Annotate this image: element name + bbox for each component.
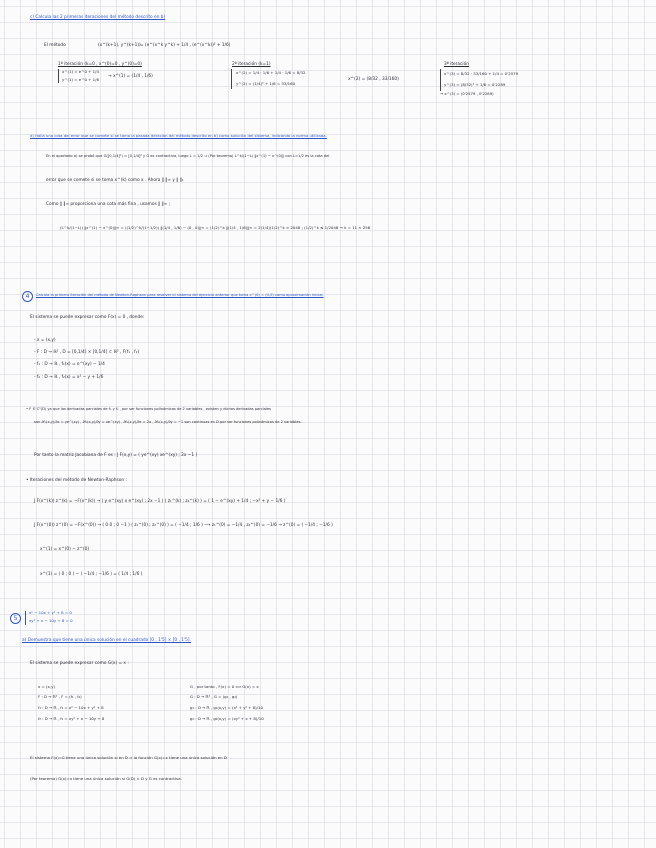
section-5-right-1: G , por tanto , F(x) = 0 ⟺ G(x) = x (190, 684, 259, 689)
section-4-smooth-1: • F ∈ C¹(D) ya que las derivadas parciales de f₁ y f₂ , por ser funciones polinómicas de 2 variables , existen y dichas derivadas parciales (26, 407, 271, 411)
section-4-iter-header: • Iteraciones del método de Newton-Raphson : (26, 478, 127, 483)
section-5-left-4: f₂ : D → ℝ , f₂ = xy² + x − 10y + 8 (38, 716, 105, 721)
section-5-system-2: xy² + x − 10y + 8 = 0 (29, 618, 73, 623)
iter3-line-1: x^(3) = 8/32 · 33/160 + 1/4 = 0'2579 (444, 71, 519, 76)
iter1-brace (58, 69, 59, 83)
section-4-eq-2: J F(x^(0)) z^(0) = −F(x^(0)) → ( 0 0 ; 0 −1 ) ( z₁^(0) ; z₂^(0) ) = ( −1/4 ; 1/6 ) ⟶ z₁^(0) = −1/4 , z₂^(0) = −1/6 → z^(0) = ( −1/4 ; −1/6 ) (34, 523, 333, 528)
section-4-intro: El sistema se puede expresar como F(x) = 0 , donde: (30, 315, 145, 320)
iter1-line-1: x^(1) = e^0 + 1/4 (62, 69, 99, 74)
iter3-title: 3ª iteración (444, 62, 469, 67)
section-5-right-2: G : D → ℝ² , G = (g₁ , g₂) (190, 694, 238, 699)
section-5-left-3: f₁ : D → ℝ , f₁ = x² − 10x + y² + 8 (38, 705, 104, 710)
section-4-def-2: - F : D → ℝ² , D = [0,1/4] × [0,1/4] ⊂ ℝ² , F(f₁ , f₂) (34, 350, 140, 355)
iter1-line-2: y^(1) = e^0 + 1/6 (62, 77, 99, 82)
section-5-left-1: x = (x,y) (38, 684, 55, 689)
section-d-title: d) Halla una cota del error que se comete si se toma la pasada iteración del método descrito en b) como solución del sistema, indicando la norma utilizada. (30, 133, 327, 138)
iter2-title: 2ª iteración (k=1) (232, 62, 271, 67)
iter2-brace (231, 69, 232, 89)
iter3-line-2: y^(3) = (8/32)² + 1/6 = 0'2289 (444, 82, 506, 87)
section-4-def-3: - f₁ : D → ℝ , f₁(x) = e^(xy) − 1/4 (34, 362, 105, 367)
section-4-eq-1: J F(x^(k)) z^(k) = −F(x^(k)) → ( y e^(xy) x e^(xy) ; 2x −1 ) ( z₁^(k) ; z₂^(k) ) = ( 1 − e^(xy) + 1/4 ; −x² + y − 1/6 ) (34, 499, 286, 504)
method-rhs: = (e^(x^k y^k) + 1/4 , (e^(x^k))² + 1/6) (140, 43, 231, 48)
section-d-line-2: error que se comete si se toma x^(k) como x . Ahora ‖ ‖∞ y ‖ ‖₁ (46, 178, 184, 183)
iter1-title: 1ª iteración (k=0 , x^(0)=0 , y^(0)=0) (58, 62, 142, 67)
section-5-right-3: g₁ : D → ℝ , g₁(x,y) = (x² + y² + 8)/10 (190, 705, 263, 710)
section-4-smooth-2: son ∂f₁(x,y)/∂x = ye^(xy) , ∂f₁(x,y)/∂y = xe^(xy) , ∂f₂(x,y)/∂x = 2x , ∂f₂(x,y)/∂y = −1 son continuas en D por ser funciones polinómicas de 2 variables. (34, 420, 302, 424)
section-d-line-1: En el apartado a) se probó que G([0,1/4]²) ⊂ [0,1/4]² y G es contractiva, luego L = 1/2 ⇒ (Por teorema) L^k/(1−L) ‖x^(1) − x^(0)‖ con L=1/2 es la cota del (46, 154, 330, 158)
section-d-formula: (L^k/(1−L)) ‖x^(1) − x^(0)‖∞ = ((1/2)^k/(1−1/2)) ‖(1/4 , 1/6) − (0 , 0)‖∞ = (1/2)^k ‖(1/4 , 1/6)‖∞ = 2(1/4)(1/2)^k ≈ 2048 ; (1/2)^k ≤ 1/2048 → k = 11 ≈ 256 (60, 225, 371, 230)
section-5-title: a) Demuestra que tiene una única solución en el cuadrado [0 , 1'5] × [0 , 1'5]. (22, 638, 191, 643)
section-4-eq-4: x^(1) = ( 0 ; 0 ) − ( −1/4 ; −1/6 ) = ( 1/4 ; 1/6 ) (40, 572, 143, 577)
section-4-title: Calcula la primera iteración del método de Newton-Raphson para resolver el sistema del ejercicio anterior que toma x^(0) = (0,0) como aproximación inicial. (36, 293, 324, 297)
section-5-brace (25, 611, 26, 625)
section-c-title: c) Calcula las 2 primeras iteraciones del método descrito en b) (30, 15, 166, 20)
section-4-def-4: - f₂ : D → ℝ , f₂(x) = x² − y + 1/6 (34, 375, 104, 380)
iter1-result: → x^(1) = (1/4 , 1/6) (108, 74, 153, 79)
section-4-def-1: - x = (x,y) (34, 338, 56, 343)
section-d-line-3: Como ‖ ‖∞ proporciona una cota más fina , usamos ‖ ‖∞ ; (46, 202, 171, 207)
iter2-line-1: x^(2) = 1/4 · 1/6 + 1/4 · 1/6 = 8/32 (236, 70, 306, 75)
section-5-intro: El sistema se puede expresar como G(x) = x : (30, 661, 129, 666)
section-4-jacobian: Por tanto la matriz Jacobiana de F es : J F(x,y) = ( ye^(xy) xe^(xy) ; 2x −1 ) (34, 453, 198, 458)
iter3-result: → x^(3) = (0'2579 , 0'2289) (440, 91, 494, 96)
section-4-number: 4 (22, 291, 33, 302)
iter2-line-2: y^(2) = (1/4)² + 1/6 = 33/160 (236, 81, 296, 86)
iter2-result: x^(2) = (8/32 , 33/160) (348, 77, 399, 82)
section-5-system-1: x² − 10x + y² + 8 = 0 (29, 610, 72, 615)
section-5-conclusion-1: El sistema F(x)=0 tiene una única solución si en D ⇒ la función G(x)=x tiene una única solución en D (30, 755, 227, 760)
section-5-conclusion-2: (Por teorema) G(x)=x tiene una única solución si G(D) ⊂ D y G es contractiva. (30, 776, 182, 781)
section-5-number: 5 (10, 613, 21, 624)
method-lhs: (x^(k+1), y^(k+1)) (98, 43, 141, 48)
section-5-right-4: g₂ : D → ℝ , g₂(x,y) = (xy² + x + 8)/10 (190, 716, 264, 721)
section-4-eq-3: x^(1) = x^(0) − z^(0) (40, 547, 90, 552)
method-label: El método (44, 43, 66, 48)
iter3-brace (440, 69, 441, 91)
section-5-left-2: F : D → ℝ² , F = (f₁ , f₂) (38, 694, 82, 699)
